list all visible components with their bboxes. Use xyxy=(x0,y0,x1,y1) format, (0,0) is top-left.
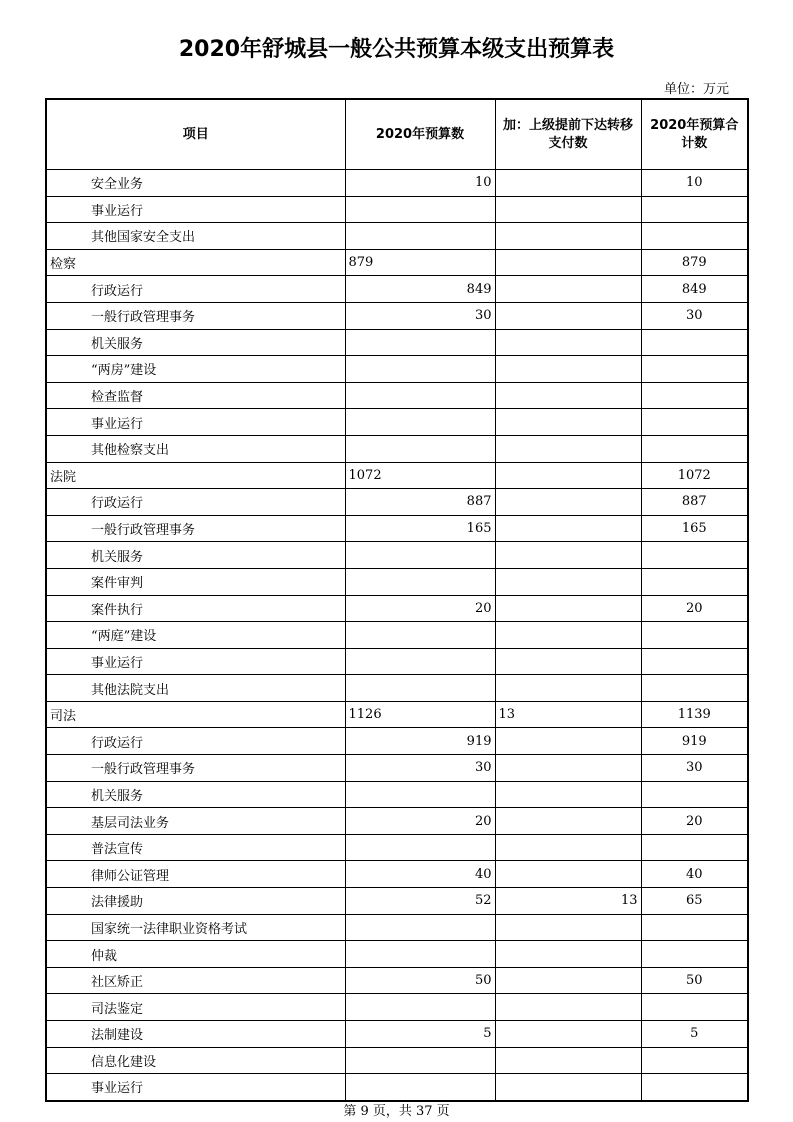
row-budget xyxy=(345,435,495,462)
row-name: 社区矫正 xyxy=(46,967,345,994)
row-total: 879 xyxy=(641,249,748,276)
row-name: 机关服务 xyxy=(46,781,345,808)
row-name: 律师公证管理 xyxy=(46,861,345,888)
row-name: 行政运行 xyxy=(46,276,345,303)
row-transfer xyxy=(495,861,641,888)
row-total xyxy=(641,568,748,595)
row-total: 165 xyxy=(641,515,748,542)
table-row xyxy=(46,382,748,409)
table-row xyxy=(46,834,748,861)
row-name: 普法宣传 xyxy=(46,834,345,861)
row-name: 检察 xyxy=(46,249,345,276)
row-budget xyxy=(345,994,495,1021)
row-budget: 919 xyxy=(345,728,495,755)
row-transfer xyxy=(495,967,641,994)
header-transfer: 加：上级提前下达转移支付数 xyxy=(495,99,641,170)
row-name: 一般行政管理事务 xyxy=(46,302,345,329)
row-transfer xyxy=(495,914,641,941)
row-budget xyxy=(345,568,495,595)
table-row xyxy=(46,622,748,649)
header-total: 2020年预算合计数 xyxy=(641,99,748,170)
row-total: 40 xyxy=(641,861,748,888)
row-total xyxy=(641,435,748,462)
row-name: 信息化建设 xyxy=(46,1047,345,1074)
row-budget xyxy=(345,223,495,250)
row-transfer xyxy=(495,675,641,702)
table-header-row xyxy=(46,99,748,170)
header-budget: 2020年预算数 xyxy=(345,99,495,170)
table-row xyxy=(46,542,748,569)
unit-label: 单位：万元 xyxy=(664,82,730,97)
row-budget: 879 xyxy=(345,249,495,276)
row-transfer xyxy=(495,595,641,622)
row-name: 安全业务 xyxy=(46,170,345,197)
row-transfer: 13 xyxy=(495,701,641,728)
table-row xyxy=(46,755,748,782)
row-budget xyxy=(345,382,495,409)
table-row xyxy=(46,1074,748,1101)
budget-table xyxy=(45,98,749,1102)
row-name: 事业运行 xyxy=(46,196,345,223)
row-transfer xyxy=(495,755,641,782)
row-name: 机关服务 xyxy=(46,542,345,569)
row-transfer xyxy=(495,542,641,569)
row-name: “两庭”建设 xyxy=(46,622,345,649)
row-total xyxy=(641,675,748,702)
row-budget xyxy=(345,1047,495,1074)
row-name: 一般行政管理事务 xyxy=(46,755,345,782)
row-budget: 1072 xyxy=(345,462,495,489)
row-name: 一般行政管理事务 xyxy=(46,515,345,542)
row-total: 30 xyxy=(641,755,748,782)
row-budget xyxy=(345,675,495,702)
table-row xyxy=(46,249,748,276)
row-total xyxy=(641,409,748,436)
row-name: 基层司法业务 xyxy=(46,808,345,835)
row-total xyxy=(641,914,748,941)
row-name: 法制建设 xyxy=(46,1021,345,1048)
row-total xyxy=(641,941,748,968)
row-transfer xyxy=(495,568,641,595)
row-name: 法院 xyxy=(46,462,345,489)
row-budget xyxy=(345,834,495,861)
row-budget xyxy=(345,329,495,356)
row-name: 其他法院支出 xyxy=(46,675,345,702)
row-transfer xyxy=(495,622,641,649)
row-budget xyxy=(345,781,495,808)
row-transfer xyxy=(495,329,641,356)
row-name: 事业运行 xyxy=(46,409,345,436)
row-total: 30 xyxy=(641,302,748,329)
row-total xyxy=(641,356,748,383)
row-total xyxy=(641,329,748,356)
row-budget: 165 xyxy=(345,515,495,542)
row-name: 国家统一法律职业资格考试 xyxy=(46,914,345,941)
row-name: 案件审判 xyxy=(46,568,345,595)
row-transfer xyxy=(495,1074,641,1101)
table-row xyxy=(46,409,748,436)
row-transfer xyxy=(495,462,641,489)
row-name: 其他国家安全支出 xyxy=(46,223,345,250)
row-budget xyxy=(345,1074,495,1101)
row-total xyxy=(641,542,748,569)
row-total xyxy=(641,834,748,861)
page-footer: 第 9 页，共 37 页 xyxy=(343,1104,450,1119)
row-transfer xyxy=(495,223,641,250)
table-row xyxy=(46,170,748,197)
row-transfer xyxy=(495,489,641,516)
row-budget: 1126 xyxy=(345,701,495,728)
row-total xyxy=(641,622,748,649)
page-title: 2020年舒城县一般公共预算本级支出预算表 xyxy=(178,37,615,62)
row-total: 887 xyxy=(641,489,748,516)
table-row xyxy=(46,595,748,622)
row-total: 849 xyxy=(641,276,748,303)
row-transfer xyxy=(495,382,641,409)
table-row xyxy=(46,675,748,702)
row-transfer xyxy=(495,249,641,276)
table-row xyxy=(46,515,748,542)
row-name: 机关服务 xyxy=(46,329,345,356)
row-transfer xyxy=(495,196,641,223)
row-total: 1072 xyxy=(641,462,748,489)
table-row xyxy=(46,808,748,835)
row-name: 行政运行 xyxy=(46,489,345,516)
row-name: 司法 xyxy=(46,701,345,728)
table-row xyxy=(46,781,748,808)
row-transfer xyxy=(495,276,641,303)
row-transfer xyxy=(495,515,641,542)
row-budget xyxy=(345,914,495,941)
row-total: 1139 xyxy=(641,701,748,728)
row-total: 10 xyxy=(641,170,748,197)
row-name: 仲裁 xyxy=(46,941,345,968)
table-row xyxy=(46,276,748,303)
row-total: 20 xyxy=(641,595,748,622)
row-name: “两房”建设 xyxy=(46,356,345,383)
row-transfer xyxy=(495,302,641,329)
row-total: 50 xyxy=(641,967,748,994)
row-transfer xyxy=(495,1021,641,1048)
row-budget: 10 xyxy=(345,170,495,197)
header-item: 项目 xyxy=(46,99,345,170)
table-row xyxy=(46,568,748,595)
table-row xyxy=(46,701,748,728)
row-total: 919 xyxy=(641,728,748,755)
row-total xyxy=(641,1074,748,1101)
table-row xyxy=(46,888,748,915)
row-budget xyxy=(345,542,495,569)
row-name: 案件执行 xyxy=(46,595,345,622)
row-total xyxy=(641,648,748,675)
table-row xyxy=(46,728,748,755)
table-row xyxy=(46,994,748,1021)
row-transfer xyxy=(495,356,641,383)
row-transfer xyxy=(495,941,641,968)
row-budget xyxy=(345,409,495,436)
row-transfer xyxy=(495,409,641,436)
row-transfer xyxy=(495,648,641,675)
row-transfer xyxy=(495,834,641,861)
row-budget: 5 xyxy=(345,1021,495,1048)
row-transfer xyxy=(495,994,641,1021)
row-name: 检查监督 xyxy=(46,382,345,409)
row-budget xyxy=(345,196,495,223)
table-row xyxy=(46,356,748,383)
table-row xyxy=(46,435,748,462)
row-total xyxy=(641,382,748,409)
row-budget: 20 xyxy=(345,808,495,835)
table-row xyxy=(46,462,748,489)
row-total: 20 xyxy=(641,808,748,835)
row-total xyxy=(641,223,748,250)
row-budget: 30 xyxy=(345,302,495,329)
row-name: 司法鉴定 xyxy=(46,994,345,1021)
row-total: 5 xyxy=(641,1021,748,1048)
row-name: 事业运行 xyxy=(46,1074,345,1101)
table-row xyxy=(46,914,748,941)
row-budget: 887 xyxy=(345,489,495,516)
table-body xyxy=(46,170,748,1101)
row-budget: 50 xyxy=(345,967,495,994)
row-budget xyxy=(345,356,495,383)
table-row xyxy=(46,648,748,675)
row-budget: 20 xyxy=(345,595,495,622)
table-row xyxy=(46,196,748,223)
table-row xyxy=(46,329,748,356)
row-transfer: 13 xyxy=(495,888,641,915)
row-total xyxy=(641,1047,748,1074)
row-transfer xyxy=(495,781,641,808)
row-name: 行政运行 xyxy=(46,728,345,755)
row-budget: 849 xyxy=(345,276,495,303)
row-total xyxy=(641,994,748,1021)
row-transfer xyxy=(495,808,641,835)
row-budget: 30 xyxy=(345,755,495,782)
table-row xyxy=(46,1021,748,1048)
row-name: 法律援助 xyxy=(46,888,345,915)
row-budget: 52 xyxy=(345,888,495,915)
row-transfer xyxy=(495,435,641,462)
table-row xyxy=(46,489,748,516)
row-name: 事业运行 xyxy=(46,648,345,675)
row-total: 65 xyxy=(641,888,748,915)
row-budget xyxy=(345,622,495,649)
row-total xyxy=(641,781,748,808)
table-row xyxy=(46,861,748,888)
table-row xyxy=(46,223,748,250)
row-budget xyxy=(345,648,495,675)
row-total xyxy=(641,196,748,223)
table-row xyxy=(46,1047,748,1074)
row-budget: 40 xyxy=(345,861,495,888)
row-name: 其他检察支出 xyxy=(46,435,345,462)
table-row xyxy=(46,967,748,994)
row-budget xyxy=(345,941,495,968)
row-transfer xyxy=(495,1047,641,1074)
table-row xyxy=(46,941,748,968)
table-row xyxy=(46,302,748,329)
row-transfer xyxy=(495,170,641,197)
row-transfer xyxy=(495,728,641,755)
